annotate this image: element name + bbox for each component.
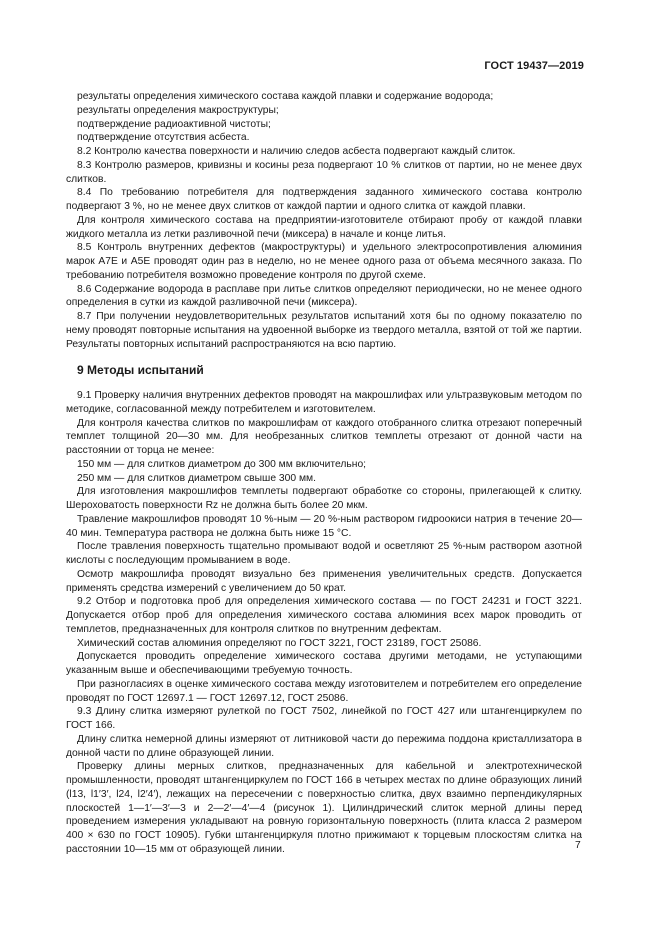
paragraph: 9.2 Отбор и подготовка проб для определения химического состава — по ГОСТ 24231 и ГОСТ 3221. Допускается отбор проб для определения химического состава алюминия всех марок проводить от темплетов, предназначенных для контроля слитков по внутренним дефектам. — [66, 596, 582, 635]
section-heading: 9 Методы испытаний — [77, 363, 204, 378]
paragraph: Для контроля химического состава на предприятии-изготовителе отбирают пробу от каждой плавки жидкого металла из летки разливочной печи (миксера) в начале и конце литья. — [66, 214, 582, 240]
paragraph: Для изготовления макрошлифов темплеты подвергают обработке со стороны, прилегающей к слитку. Шероховатость поверхности Rz не должна быть более 20 мкм. — [66, 486, 582, 511]
paragraph: подтверждение отсутствия асбеста. — [77, 132, 250, 144]
paragraph: После травления поверхность тщательно промывают водой и осветляют 25 %-ным раствором азотной кислоты с последующим промыванием в воде. — [66, 541, 582, 566]
page-number: 7 — [575, 840, 581, 851]
paragraph: 9.3 Длину слитка измеряют рулеткой по ГОСТ 7502, линейкой по ГОСТ 427 или штангенциркулем по ГОСТ 166. — [66, 706, 582, 731]
paragraph: 8.4 По требованию потребителя для подтверждения заданного химического состава контролю подвергают 3 %, но не менее двух слитков от каждой партии и одного слитка от каждой плавки. — [66, 187, 582, 212]
paragraph: 9.1 Проверку наличия внутренних дефектов проводят на макрошлифах или ультразвуковым методом по методике, согласованной между потребителем и изготовителем. — [66, 390, 582, 415]
paragraph: Допускается проводить определение химического состава другими методами, не уступающими указанным выше и обеспечивающими требуемую точность. — [66, 651, 582, 676]
paragraph: Проверку длины мерных слитков, предназначенных для кабельной и электротехнической промышленности, проводят штангенциркулем по ГОСТ 166 в четырех местах по длине образующих линий (l13, l1′3′, l24, l2′4′), лежащих на пересечении с поверхностью слитка, двух взаимно перпендикулярных плоскостей 1—1′—3′—3 и 2—2′—4′—4 (рисунок 1). Цилиндрический слиток мерной длины перед проведением измерения укладывают на ровную горизонтальную поверхность (плита класса 2 размером 400 × 630 по ГОСТ 10905). Губки штангенциркуля плотно прижимают к торцевым плоскостям слитка на расстоянии 10—15 мм от образующей линии. — [66, 761, 582, 855]
paragraph: Для контроля качества слитков по макрошлифам от каждого отобранного слитка отрезают поперечный темплет толщиной 20—30 мм. Для необрезанных слитков темплеты отрезают от донной части на расстоянии от торца не менее: — [66, 417, 582, 456]
paragraph: 250 мм — для слитков диаметром свыше 300 мм. — [77, 472, 316, 484]
paragraph: Осмотр макрошлифа проводят визуально без применения увеличительных средств. Допускается применять средства измерений с увеличением до 50 крат. — [66, 568, 582, 594]
paragraph: результаты определения макроструктуры; — [77, 104, 279, 116]
paragraph: 8.2 Контролю качества поверхности и наличию следов асбеста подвергают каждый слиток. — [77, 146, 516, 157]
paragraph: Травление макрошлифов проводят 10 %-ным — 20 %-ным раствором гидроокиси натрия в течение 20—40 мин. Температура раствора не должна быть ниже 15 °С. — [66, 513, 582, 539]
paragraph: При разногласиях в оценке химического состава между изготовителем и потребителем его определение проводят по ГОСТ 12697.1 — ГОСТ 12697.12, ГОСТ 25086. — [66, 678, 582, 704]
paragraph: Длину слитка немерной длины измеряют от литниковой части до пережима поддона кристаллизатора в донной части по длине образующей линии. — [66, 733, 582, 759]
paragraph: Химический состав алюминия определяют по ГОСТ 3221, ГОСТ 23189, ГОСТ 25086. — [77, 637, 482, 649]
document-body — [66, 90, 582, 857]
paragraph: 8.5 Контроль внутренних дефектов (макроструктуры) и удельного электросопротивления алюминия марок А7Е и А5Е проводят один раз в неделю, но не менее одного раза от объема месячного заказа. По требованию потребителя возможно проведение контроля по другой схеме. — [66, 242, 582, 281]
paragraph: результаты определения химического состава каждой плавки и содержание водорода; — [77, 91, 494, 102]
paragraph: 150 мм — для слитков диаметром до 300 мм включительно; — [77, 458, 367, 470]
document-header: ГОСТ 19437—2019 — [484, 60, 584, 72]
paragraph: 8.7 При получении неудовлетворительных результатов испытаний хотя бы по одному показателю по нему проводят повторные испытания на удвоенной выборке из твердого металла, взятой от той же партии. Результаты повторных испытаний распространяются на всю партию. — [66, 311, 582, 350]
paragraph: 8.3 Контролю размеров, кривизны и косины реза подвергают 10 % слитков от партии, но не менее двух слитков. — [66, 159, 582, 185]
paragraph: подтверждение радиоактивной чистоты; — [77, 118, 271, 130]
paragraph: 8.6 Содержание водорода в расплаве при литье слитков определяют периодически, но не менее одного определения в сутки из каждой разливочной печи (миксера). — [66, 283, 582, 309]
